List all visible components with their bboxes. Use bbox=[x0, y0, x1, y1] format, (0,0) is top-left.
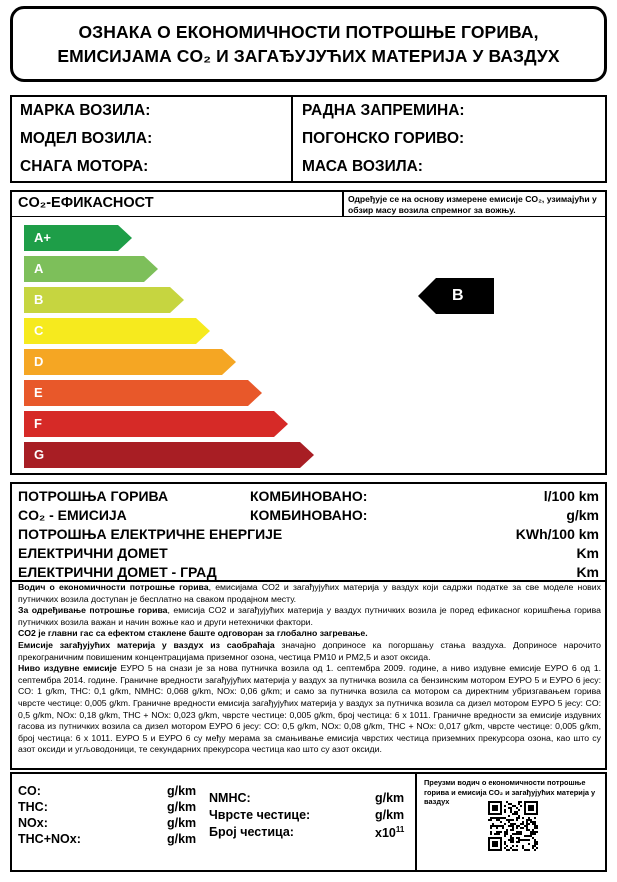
vehicle-info-box bbox=[10, 95, 607, 183]
title-line-1: ОЗНАКА О ЕКОНОМИЧНОСТИ ПОТРОШЊЕ ГОРИВА, bbox=[78, 22, 539, 42]
emissions-divider bbox=[415, 774, 417, 870]
efficiency-bar-a-plus bbox=[24, 225, 132, 251]
co-label: CO: bbox=[18, 784, 41, 798]
vehicle-displacement-label: РАДНА ЗАПРЕМИНА: bbox=[302, 102, 465, 119]
nox-label: NOx: bbox=[18, 816, 48, 830]
info-paragraph-1: Водич о економичности потрошње горива, емисијама CO2 и загађујућих материја у ваздух који садржи податке за све моделе нових путничких возила доступан је бесплатно на сваком продајном месту. bbox=[18, 582, 601, 604]
vehicle-model-label: МОДЕЛ ВОЗИЛА: bbox=[20, 130, 153, 147]
efficiency-class-label: A+ bbox=[34, 230, 51, 245]
vehicle-mass-label: МАСА ВОЗИЛА: bbox=[302, 158, 423, 175]
info-text-box bbox=[10, 578, 607, 770]
efficiency-class-label: B bbox=[34, 292, 44, 307]
emissions-box bbox=[10, 772, 607, 872]
qr-code-icon[interactable] bbox=[488, 801, 538, 851]
electric-city-range-unit: Km bbox=[576, 564, 599, 580]
qr-note: Преузми водич о економичности потрошње горива и емисија CO₂ и загађујућих материја у ваздух bbox=[424, 778, 596, 806]
efficiency-bar-g bbox=[24, 442, 314, 468]
info-paragraph-2: За одређивање потрошње горива, емисија CO2 и загађујућих материја у ваздух путничких возила је поред ефикасног коришћења горива путничких возила важан и начин вожње као и други нетехнички фактори. bbox=[18, 605, 601, 627]
vehicle-fuel-label: ПОГОНСКО ГОРИВО: bbox=[302, 130, 465, 147]
particulates-label: Чврсте честице: bbox=[209, 808, 311, 822]
efficiency-bar-a bbox=[24, 256, 158, 282]
electric-consumption-label: ПОТРОШЊА ЕЛЕКТРИЧНЕ ЕНЕРГИЈЕ bbox=[18, 526, 283, 542]
nmhc-unit: g/km bbox=[375, 791, 405, 805]
vehicle-brand-label: МАРКА ВОЗИЛА: bbox=[20, 102, 151, 119]
co2-header-divider bbox=[342, 192, 344, 216]
info-text bbox=[18, 582, 601, 756]
co-unit: g/km bbox=[167, 784, 197, 798]
particulates-unit: g/km bbox=[375, 808, 405, 822]
efficiency-bar-b bbox=[24, 287, 184, 313]
particle-number-label: Број честица: bbox=[209, 825, 294, 839]
fuel-consumption-unit: l/100 km bbox=[543, 488, 599, 504]
efficiency-bar-d bbox=[24, 349, 236, 375]
co2-header bbox=[12, 192, 605, 217]
efficiency-bar-c bbox=[24, 318, 210, 344]
co2-emission-unit: g/km bbox=[566, 507, 599, 523]
thc-nox-label: THC+NOx: bbox=[18, 832, 81, 846]
nmhc-label: NMHC: bbox=[209, 791, 251, 805]
co2-emission-label: CO₂ - ЕМИСИЈА bbox=[18, 507, 127, 523]
fuel-consumption-mode: КОМБИНОВАНО: bbox=[250, 488, 368, 504]
fuel-consumption-label: ПОТРОШЊА ГОРИВА bbox=[18, 488, 169, 504]
electric-consumption-unit: KWh/100 km bbox=[515, 526, 599, 542]
vehicle-divider bbox=[291, 97, 293, 181]
electric-range-unit: Km bbox=[576, 545, 599, 561]
efficiency-class-label: G bbox=[34, 447, 45, 462]
nox-unit: g/km bbox=[167, 816, 197, 830]
co2-efficiency-title: CO₂-ЕФИКАСНОСТ bbox=[18, 195, 154, 211]
efficiency-class-label: D bbox=[34, 354, 44, 369]
efficiency-class-label: A bbox=[34, 261, 44, 276]
vehicle-power-label: СНАГА МОТОРА: bbox=[20, 158, 149, 175]
co2-efficiency-box bbox=[10, 190, 607, 475]
electric-city-range-label: ЕЛЕКТРИЧНИ ДОМЕТ - ГРАД bbox=[18, 564, 217, 580]
selected-class-badge bbox=[418, 278, 494, 314]
selected-class-label: B bbox=[452, 287, 464, 304]
co2-emission-mode: КОМБИНОВАНО: bbox=[250, 507, 368, 523]
consumption-box bbox=[10, 482, 607, 582]
title-line-2: ЕМИСИЈАМА CO₂ И ЗАГАЂУЈУЋИХ МАТЕРИЈА У ВАЗДУХ bbox=[57, 46, 560, 66]
co2-efficiency-note: Одређује се на основу измерене емисије CO₂, узимајући у обзир масу возила спремног за вожњу. bbox=[348, 194, 597, 215]
particle-number-unit: $x10^{11}$ bbox=[375, 825, 405, 841]
thc-unit: g/km bbox=[167, 800, 197, 814]
efficiency-bar-f bbox=[24, 411, 288, 437]
thc-nox-unit: g/km bbox=[167, 832, 197, 846]
thc-label: THC: bbox=[18, 800, 48, 814]
efficiency-class-label: C bbox=[34, 323, 44, 338]
info-paragraph-4: Емисије загађујућих материја у ваздух из саобраћаја значајно доприносе ка погоршању стања ваздуха. Доприносе нарочито прекограничним повишеним концентрацијама приземног озона, честица PM10 и PM2,5 и азот оксида. bbox=[18, 639, 601, 662]
label-title-box bbox=[10, 6, 607, 82]
efficiency-class-label: E bbox=[34, 385, 43, 400]
info-paragraph-5: Ниво издувне емисије ЕУРО 5 на снази је за нова путничка возила од 1. септембра 2009. године, а ниво издувне емисије ЕУРО 6 од 1. септембра 2014. године. Граничне вредности загађујућих материја у ваздух за путничка возила са бензинским мотором ЕУРО 5 и ЕУРО 6 јесу: CO: 1 g/km, THC: 0,1 g/km, NMHC: 0,068 g/km, NOx: 0,06 g/km; и само за путничка возила са мотором са директним убризгавањем горива чврсте честице: 0,005 g/km. Граничне вредности емисија загађујућих материја у ваздух за путничка возила са дизел мотором ЕУРО 5 јесу: CO: 0,5 g/km, NOx: 0,18 g/km, THC + NOx: 0,023 g/km, чврсте честице: 0,005 g/km, број честица: 6 x 1011. Граничне вредности за емисије издувних гасова из путничких возила са дизел мотором ЕУРО 6 јесу: CO: 0,5 g/km, NOx: 0,08 g/km, THC + NOx: 0,017 g/km, чврсте честице: 0,005 g/km, број честица: 6 x 1011. ЕУРО 5 и ЕУРО 6 су међу мерама за смањивање емисија чврстих честица приземних прекурсора озона, као што су азот оксиди и угљоводоници, те секундарних прекурсора честица као што су азот оксиди. bbox=[18, 663, 601, 755]
electric-range-label: ЕЛЕКТРИЧНИ ДОМЕТ bbox=[18, 545, 168, 561]
efficiency-bar-e bbox=[24, 380, 262, 406]
efficiency-class-label: F bbox=[34, 416, 42, 431]
info-paragraph-3: CO2 је главни гас са ефектом стаклене баште одговоран за глобално загревање. bbox=[18, 628, 368, 639]
